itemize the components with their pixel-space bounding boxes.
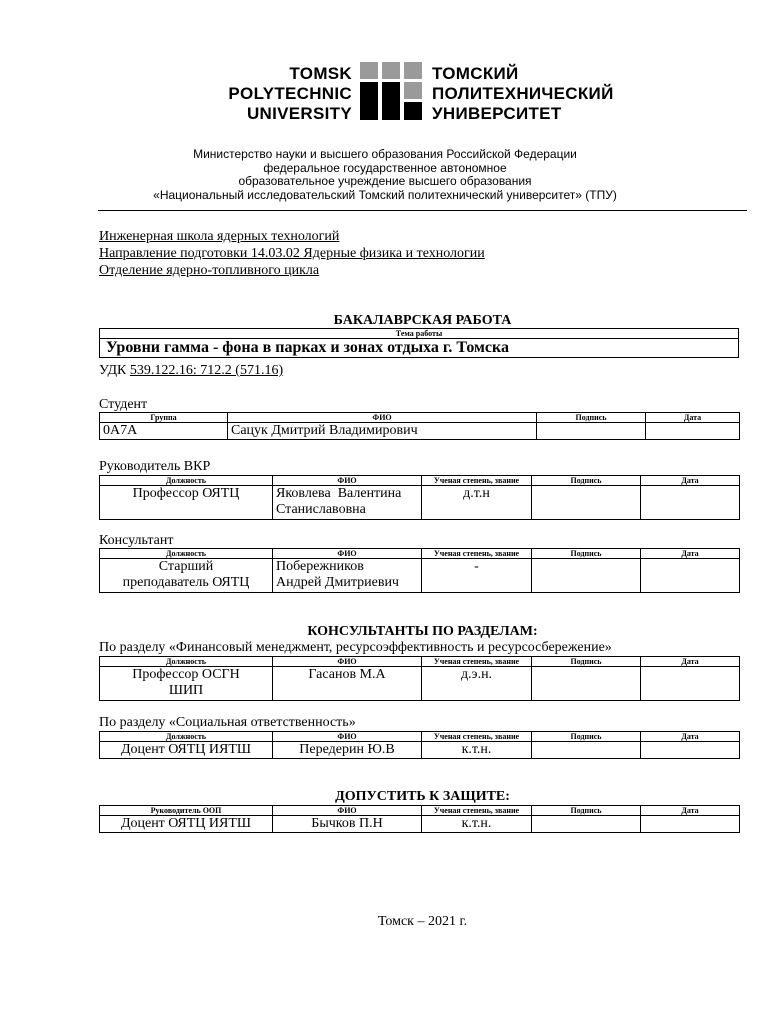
supervisor-label: Руководитель ВКР	[99, 459, 211, 474]
work-type-title: БАКАЛАВРСКАЯ РАБОТА	[333, 313, 512, 328]
consultant-name-line2: Андрей Дмитриевич	[276, 575, 399, 590]
supervisor-name-line1: Яковлева Валентина	[276, 486, 402, 501]
col-header-fio: ФИО	[273, 549, 422, 559]
finance-section-label: По разделу «Финансовый менеджмент, ресурсоэффективность и ресурсосбережение»	[99, 640, 612, 655]
supervisor-name	[273, 486, 422, 520]
university-logo-icon	[360, 62, 422, 120]
header-divider	[98, 210, 747, 211]
col-header-group: Группа	[100, 413, 228, 423]
consultant-table	[99, 548, 740, 593]
topic-table	[99, 328, 739, 358]
col-header-signature: Подпись	[532, 476, 641, 486]
consultant-label: Консультант	[99, 533, 174, 548]
udk-prefix: УДК	[99, 363, 127, 378]
col-header-degree: Ученая степень, звание	[422, 732, 532, 742]
col-header-position: Должность	[100, 476, 273, 486]
consultant-date-cell	[641, 559, 740, 593]
student-group: 0А7А	[100, 423, 228, 440]
admit-signature-cell	[532, 816, 641, 833]
finance-consultant-degree: д.э.н.	[422, 667, 532, 701]
col-header-fio: ФИО	[273, 657, 422, 667]
supervisor-degree: д.т.н	[422, 486, 532, 520]
logo-ru-line2: ПОЛИТЕХНИЧЕСКИЙ	[432, 84, 614, 103]
col-header-position: Должность	[100, 732, 273, 742]
col-header-signature: Подпись	[532, 806, 641, 816]
city-year: Томск – 2021 г.	[377, 914, 468, 929]
direction-name: Направление подготовки 14.03.02 Ядерные физика и технологии	[99, 246, 485, 261]
col-header-fio: ФИО	[273, 732, 422, 742]
logo-text-english	[228, 64, 352, 124]
col-header-fio: ФИО	[273, 806, 422, 816]
student-table	[99, 412, 740, 440]
col-header-fio: ФИО	[273, 476, 422, 486]
consultant-position	[100, 559, 273, 593]
col-header-signature: Подпись	[537, 413, 646, 423]
social-date-cell	[641, 742, 740, 759]
col-header-date: Дата	[641, 657, 740, 667]
consultant-position-line2: преподаватель ОЯТЦ	[122, 575, 250, 590]
supervisor-position: Профессор ОЯТЦ	[100, 486, 273, 520]
consultant-signature-cell	[532, 559, 641, 593]
finance-position	[100, 667, 273, 701]
udk-line	[99, 363, 283, 379]
consultant-name	[273, 559, 422, 593]
student-date-cell	[646, 423, 740, 440]
consultant-name-line1: Побережников	[276, 559, 364, 574]
col-header-degree: Ученая степень, звание	[422, 806, 532, 816]
col-header-degree: Ученая степень, звание	[422, 657, 532, 667]
supervisor-signature-cell	[532, 486, 641, 520]
finance-consultant-name: Гасанов М.А	[273, 667, 422, 701]
col-header-program-head: Руководитель ООП	[100, 806, 273, 816]
social-signature-cell	[532, 742, 641, 759]
col-header-position: Должность	[100, 657, 273, 667]
col-header-degree: Ученая степень, звание	[422, 476, 532, 486]
school-name: Инженерная школа ядерных технологий	[99, 229, 340, 244]
student-signature-cell	[537, 423, 646, 440]
section-consultants-title: КОНСУЛЬТАНТЫ ПО РАЗДЕЛАМ:	[307, 624, 538, 639]
supervisor-date-cell	[641, 486, 740, 520]
finance-date-cell	[641, 667, 740, 701]
col-header-signature: Подпись	[532, 732, 641, 742]
social-consultant-name: Передерин Ю.В	[273, 742, 422, 759]
student-label: Студент	[99, 397, 148, 412]
topic-value: Уровни гамма - фона в парках и зонах отдыха г. Томска	[100, 339, 739, 358]
logo-en-line3: UNIVERSITY	[246, 104, 352, 123]
admit-table	[99, 805, 740, 833]
finance-position-line1: Профессор ОСГН	[132, 667, 240, 682]
ministry-line1: Министерство науки и высшего образования Российской Федерации	[193, 147, 577, 161]
logo-text-russian	[432, 64, 614, 124]
student-name: Сацук Дмитрий Владимирович	[228, 423, 537, 440]
admit-position: Доцент ОЯТЦ ИЯТШ	[100, 816, 273, 833]
finance-position-line2: ШИП	[168, 683, 204, 698]
col-header-date: Дата	[641, 549, 740, 559]
admit-name: Бычков П.Н	[273, 816, 422, 833]
social-position: Доцент ОЯТЦ ИЯТШ	[100, 742, 273, 759]
ministry-line4: «Национальный исследовательский Томский политехнический университет» (ТПУ)	[153, 187, 617, 202]
social-section-label: По разделу «Социальная ответственность»	[99, 715, 356, 730]
social-consultant-table	[99, 731, 740, 759]
col-header-signature: Подпись	[532, 549, 641, 559]
department-name: Отделение ядерно-топливного цикла	[99, 263, 320, 278]
col-header-date: Дата	[641, 806, 740, 816]
logo-en-line1: TOMSK	[289, 64, 352, 83]
col-header-fio: ФИО	[228, 413, 537, 423]
logo-ru-line1: ТОМСКИЙ	[432, 64, 519, 83]
supervisor-table	[99, 475, 740, 520]
social-consultant-degree: к.т.н.	[422, 742, 532, 759]
finance-signature-cell	[532, 667, 641, 701]
finance-consultant-table	[99, 656, 740, 701]
logo-en-line2: POLYTECHNIC	[228, 84, 352, 103]
udk-code: 539.122.16: 712.2 (571.16)	[129, 363, 284, 378]
col-header-date: Дата	[646, 413, 740, 423]
consultant-degree: -	[422, 559, 532, 593]
ministry-header	[0, 148, 770, 202]
admit-date-cell	[641, 816, 740, 833]
col-header-signature: Подпись	[532, 657, 641, 667]
ministry-line3: образовательное учреждение высшего образования	[238, 174, 532, 188]
consultant-position-line1: Старший	[158, 559, 214, 574]
logo-ru-line3: УНИВЕРСИТЕТ	[432, 104, 562, 123]
supervisor-name-line2: Станиславовна	[276, 502, 366, 517]
admit-title: ДОПУСТИТЬ К ЗАЩИТЕ:	[335, 789, 510, 804]
ministry-line2: федеральное государственное автономное	[263, 160, 507, 175]
col-header-degree: Ученая степень, звание	[422, 549, 532, 559]
topic-header: Тема работы	[100, 329, 739, 339]
col-header-date: Дата	[641, 732, 740, 742]
admit-degree: к.т.н.	[422, 816, 532, 833]
col-header-date: Дата	[641, 476, 740, 486]
col-header-position: Должность	[100, 549, 273, 559]
